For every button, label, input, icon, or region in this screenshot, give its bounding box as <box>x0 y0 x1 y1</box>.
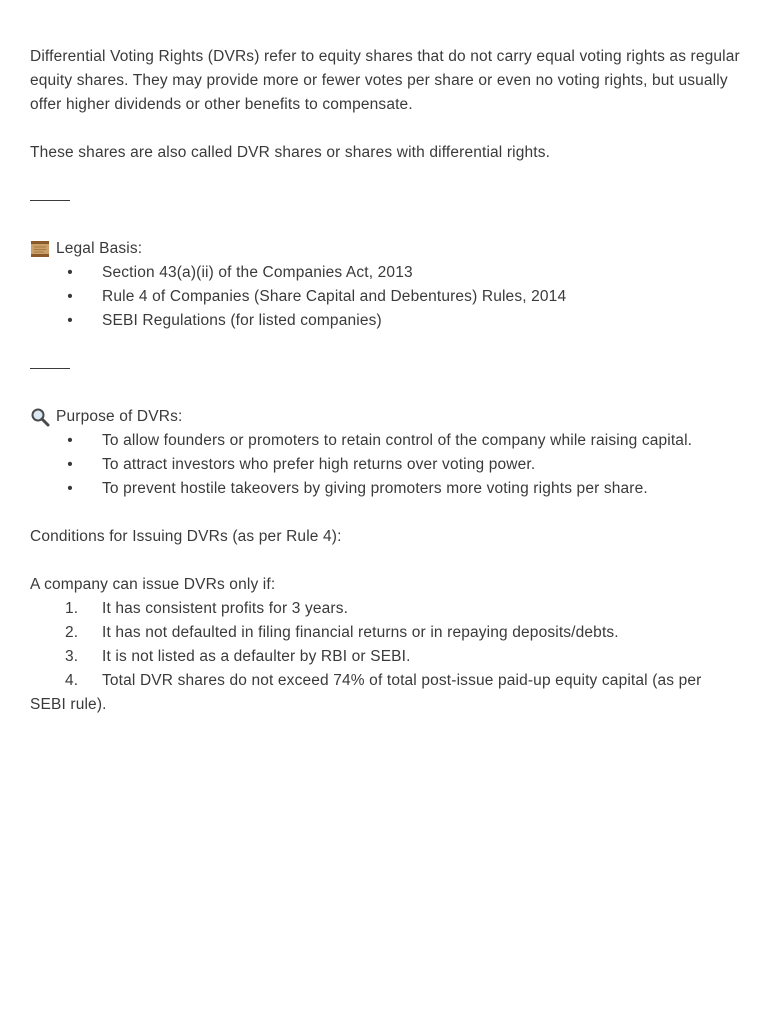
spacer <box>30 117 742 141</box>
list-item-text: To prevent hostile takeovers by giving promoters more voting rights per share. <box>102 480 648 497</box>
list-item-text: SEBI Regulations (for listed companies) <box>102 312 382 329</box>
legal-basis-heading <box>30 237 742 261</box>
bullet-marker: • <box>67 288 73 305</box>
list-item-text: Total DVR shares do not exceed 74% of total post-issue paid-up equity capital (as per <box>102 672 702 689</box>
document-body <box>30 45 742 717</box>
conditions-heading: Conditions for Issuing DVRs (as per Rule 4): <box>30 528 342 545</box>
list-item-text: Rule 4 of Companies (Share Capital and Debentures) Rules, 2014 <box>102 288 567 305</box>
intro-paragraph: Differential Voting Rights (DVRs) refer to equity shares that do not carry equal voting rights as regular equity shares. They may provide more or fewer votes per share or even no voting rights, but usually offer higher dividends or other benefits to compensate. <box>30 48 740 113</box>
list-item-text: Section 43(a)(ii) of the Companies Act, 2013 <box>102 264 413 281</box>
spacer <box>30 213 742 237</box>
section-divider <box>30 368 70 369</box>
legal-basis-list <box>30 261 742 333</box>
bullet-marker: • <box>67 480 73 497</box>
purpose-list <box>30 429 742 501</box>
conditions-lead: A company can issue DVRs only if: <box>30 576 276 593</box>
spacer <box>30 549 742 573</box>
bullet-marker: • <box>67 456 73 473</box>
list-item-text: To allow founders or promoters to retain control of the company while raising capital. <box>102 432 693 449</box>
list-item <box>30 285 742 309</box>
list-item-text-continuation: SEBI rule). <box>30 696 107 713</box>
section-divider <box>30 200 70 201</box>
list-item-text: It has not defaulted in filing financial returns or in repaying deposits/debts. <box>102 624 619 641</box>
list-item-text: To attract investors who prefer high returns over voting power. <box>102 456 536 473</box>
list-item <box>30 429 742 453</box>
list-item <box>30 597 742 621</box>
purpose-heading <box>30 405 742 429</box>
list-item <box>30 669 742 717</box>
spacer <box>30 165 742 189</box>
list-item <box>30 309 742 333</box>
number-marker: 2. <box>65 624 79 641</box>
bullet-marker: • <box>67 312 73 329</box>
bullet-marker: • <box>67 264 73 281</box>
list-item <box>30 453 742 477</box>
scroll-icon <box>30 239 50 259</box>
list-item-text: It is not listed as a defaulter by RBI or SEBI. <box>102 648 411 665</box>
list-item-text: It has consistent profits for 3 years. <box>102 600 349 617</box>
number-marker: 4. <box>65 672 79 689</box>
spacer <box>30 381 742 405</box>
list-item <box>30 477 742 501</box>
list-item <box>30 645 742 669</box>
list-item <box>30 261 742 285</box>
list-item <box>30 621 742 645</box>
bullet-marker: • <box>67 432 73 449</box>
also-called-paragraph: These shares are also called DVR shares or shares with differential rights. <box>30 144 551 161</box>
number-marker: 3. <box>65 648 79 665</box>
spacer <box>30 333 742 357</box>
legal-basis-heading-text: Legal Basis: <box>56 240 143 257</box>
purpose-heading-text: Purpose of DVRs: <box>56 408 183 425</box>
conditions-list <box>30 597 742 717</box>
spacer <box>30 501 742 525</box>
magnifying-glass-icon <box>30 407 50 427</box>
number-marker: 1. <box>65 600 79 617</box>
